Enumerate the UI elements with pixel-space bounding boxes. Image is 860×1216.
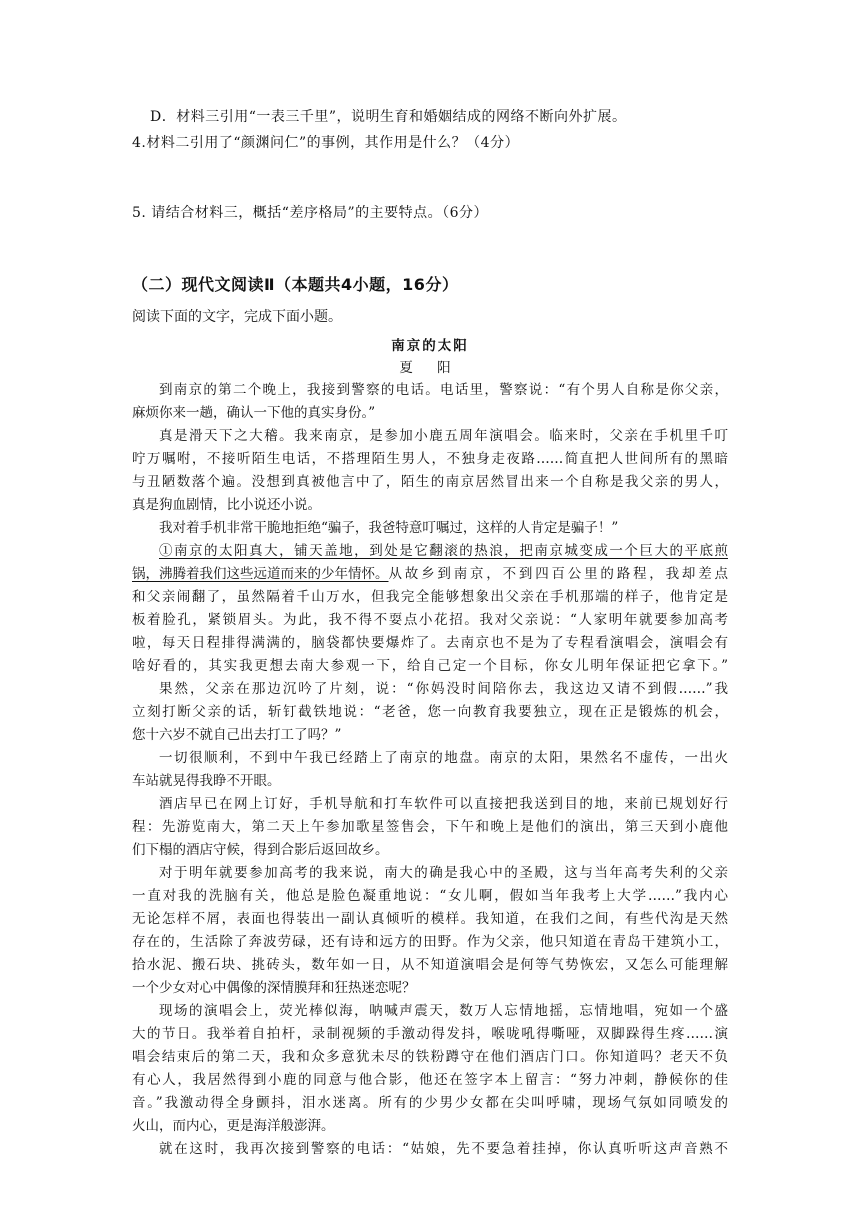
article-line: 与丑陋数落个遍。没想到真被他言中了，陌生的南京居然冒出来一个自称是我父亲的男人，	[132, 474, 728, 490]
article-line: 一个少女对心中偶像的深情膜拜和狂热迷恋呢？	[132, 980, 416, 996]
article-line: 啦，每天日程排得满满的，脑袋都快要爆炸了。去南京也不是为了专程看演唱会，演唱会有	[132, 635, 728, 651]
article-line: 立刻打断父亲的话，斩钉截铁地说：“老爸，您一向教育我要独立，现在正是锻炼的机会，	[132, 704, 728, 720]
article-line: 就在这时，我再次接到警察的电话：“姑娘，先不要急着挂掉，你认真听听这声音熟不	[159, 1141, 728, 1157]
article-line: 火山，而内心，更是海洋般澎湃。	[132, 1118, 335, 1134]
article-line: 咛万嘱咐，不接听陌生电话，不搭理陌生男人，不独身走夜路……简直把人世间所有的黑暗	[132, 451, 728, 467]
article-line: 果然，父亲在那边沉吟了片刻，说：“你妈没时间陪你去，我这边又请不到假……”我	[159, 681, 728, 697]
article-line: 到南京的第二个晚上，我接到警察的电话。电话里，警察说：“有个男人自称是你父亲，	[159, 382, 728, 398]
article-line: 和父亲闹翻了，虽然隔着千山万水，但我完全能够想象出父亲在手机那端的样子，他肯定是	[132, 589, 728, 605]
article-line: 车站就晃得我睁不开眼。	[132, 773, 281, 789]
article-line: 我对着手机非常干脆地拒绝“骗子，我爸特意叮嘱过，这样的人肯定是骗子！”	[159, 520, 619, 536]
article-line: 存在的，生活除了奔波劳碌，还有诗和远方的田野。作为父亲，他只知道在青岛干建筑小工，	[132, 934, 728, 950]
article-line: 们下榻的酒店守候，得到合影后返回故乡。	[132, 842, 389, 858]
section-heading: （二）现代文阅读Ⅱ（本题共4小题，16分）	[132, 275, 459, 294]
section-instruction: 阅读下面的文字，完成下面小题。	[132, 309, 342, 325]
article-line: 真是滑天下之大稽。我来南京，是参加小鹿五周年演唱会。临来时，父亲在手机里千叮	[159, 428, 728, 444]
article-line: 麻烦你来一趟，确认一下他的真实身份。”	[132, 405, 376, 421]
article-line: 唱会结束后的第二天，我和众多意犹未尽的铁粉蹲守在他们酒店门口。你知道吗？老天不负	[132, 1049, 728, 1065]
underlined-sentence-1-end: 锅，沸腾着我们这些远道而来的少年情怀。	[132, 566, 389, 582]
underlined-sentence-1: ①南京的太阳真大，铺天盖地，到处是它翻滚的热浪，把南京城变成一个巨大的平底煎	[159, 543, 728, 559]
article-title: 南京的太阳	[391, 338, 469, 354]
article-line: 大的节日。我举着自拍杆，录制视频的手激动得发抖，喉咙吼得嘶哑，双脚跺得生疼……演	[132, 1026, 728, 1042]
article-line: 您十六岁不就自己出去打工了吗？”	[132, 727, 342, 743]
article-line: 酒店早已在网上订好，手机导航和打车软件可以直接把我送到目的地，来前已规划好行	[159, 796, 728, 812]
article-line: 一切很顺利，不到中午我已经踏上了南京的地盘。南京的太阳，果然名不虚传，一出火	[159, 750, 728, 766]
article-line: 真是狗血剧情，比小说还小说。	[132, 497, 321, 513]
article-line: 有心人，我居然得到小鹿的同意与他合影，他还在签字本上留言：“努力冲刺，静候你的佳	[132, 1072, 728, 1088]
article-line: 板着脸孔，紧锁眉头。为此，我不得不耍点小花招。我对父亲说：“人家明年就要参加高考	[132, 612, 728, 628]
article-line: 程：先游览南大，第二天上午参加歌星签售会，下午和晚上是他们的演出，第三天到小鹿他	[132, 819, 728, 835]
question-4: 4.材料二引用了“颜渊问仁”的事例，其作用是什么？（4分）	[132, 135, 520, 151]
article-author: 夏 阳	[399, 360, 461, 376]
article-line: 对于明年就要参加高考的我来说，南大的确是我心中的圣殿，这与当年高考失利的父亲	[159, 865, 728, 881]
article-line-continuation: 从故乡到南京，不到四百公里的路程，我却差点	[388, 566, 728, 582]
question-5: 5. 请结合材料三，概括“差序格局”的主要特点。（6分）	[132, 205, 489, 221]
article-line: 一直对我的洗脑有关，他总是脸色凝重地说：“女儿啊，假如当年我考上大学……”我内心	[132, 888, 728, 904]
article-line-mixed	[132, 562, 728, 582]
article-line: 无论怎样不屑，表面也得装出一副认真倾听的模样。我知道，在我们之间，有些代沟是天然	[132, 911, 728, 927]
article-line: 音。”我激动得全身颤抖，泪水迷离。所有的少男少女都在尖叫呼啸，现场气氛如同喷发的	[132, 1095, 728, 1111]
article-line: 现场的演唱会上，荧光棒似海，呐喊声震天，数万人忘情地摇，忘情地唱，宛如一个盛	[159, 1003, 728, 1019]
article-line: 啥好看的，其实我更想去南大参观一下，给自己定一个目标，你女儿明年保证把它拿下。”	[132, 658, 728, 674]
article-line: 拾水泥、搬石块、挑砖头，数年如一日，从不知道演唱会是何等气势恢宏，又怎么可能理解	[132, 957, 728, 973]
option-d: D．材料三引用“一表三千里”，说明生育和婚姻结成的网络不断向外扩展。	[150, 109, 627, 125]
